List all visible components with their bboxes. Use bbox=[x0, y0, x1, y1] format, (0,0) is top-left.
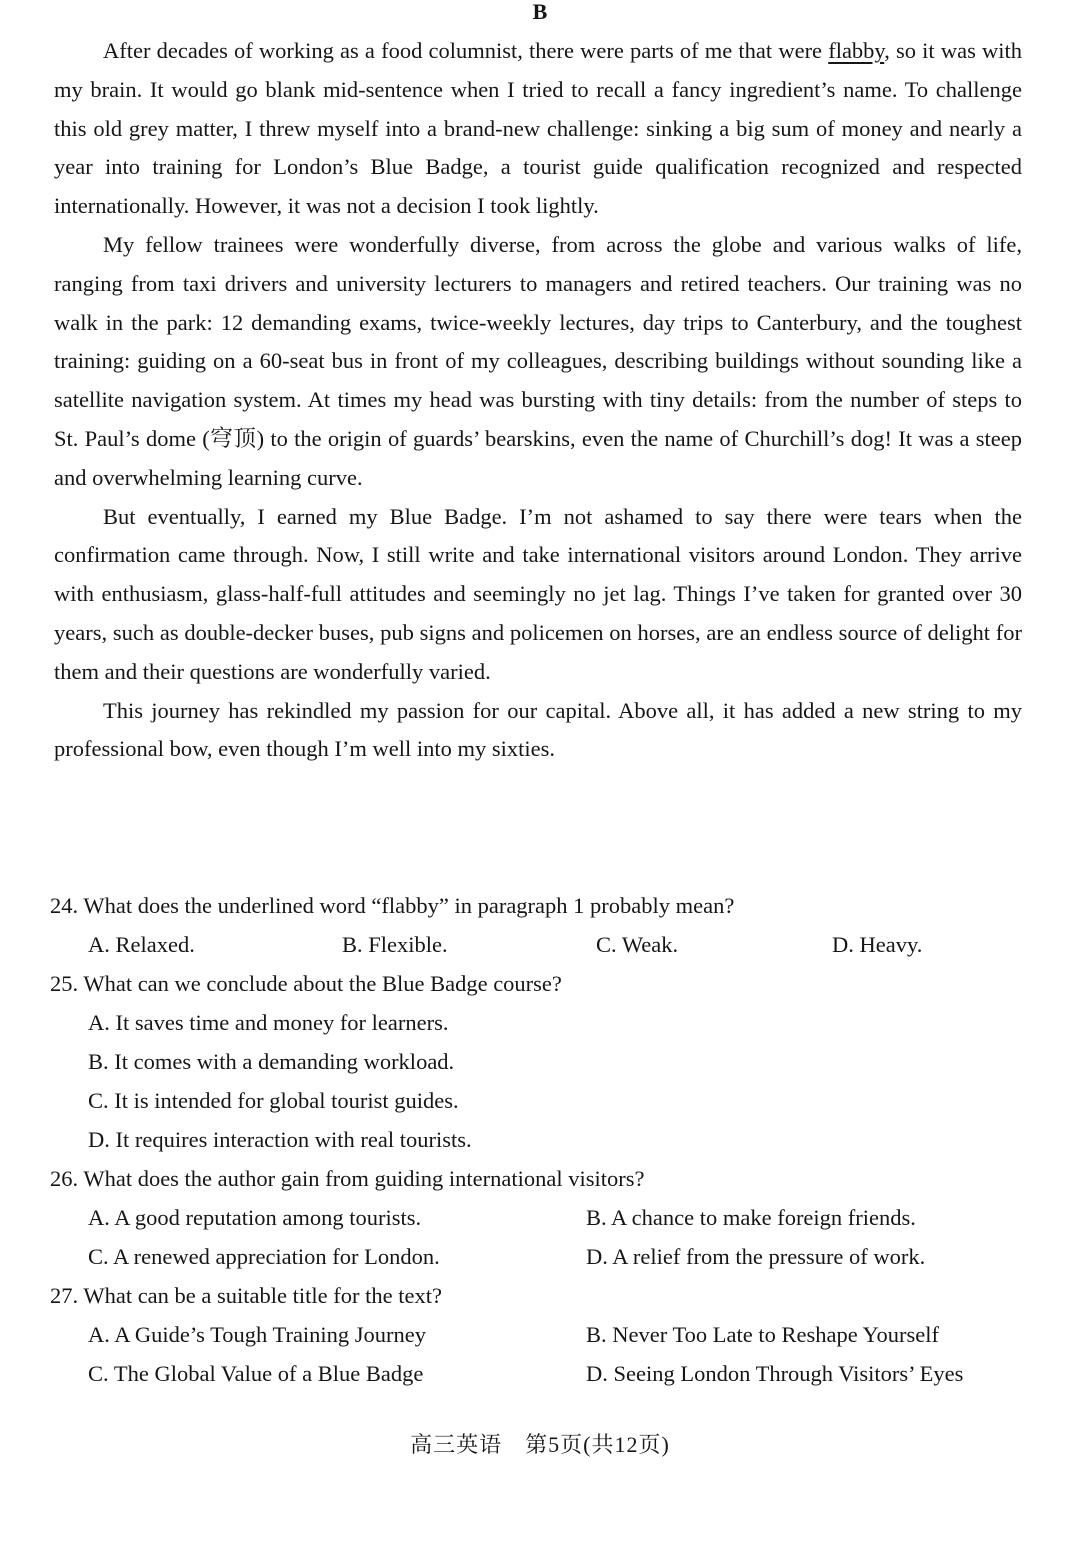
option-c: C. A renewed appreciation for London. bbox=[88, 1244, 440, 1269]
option-b: B. It comes with a demanding workload. bbox=[88, 1049, 455, 1074]
reading-passage bbox=[54, 32, 1022, 769]
option-a: A. It saves time and money for learners. bbox=[88, 1010, 449, 1035]
option-d: D. Heavy. bbox=[832, 932, 923, 957]
option-list bbox=[50, 1198, 1030, 1276]
section-heading: B bbox=[532, 0, 548, 24]
question-stem: 26. What does the author gain from guiding international visitors? bbox=[50, 1166, 645, 1191]
paragraph-3: But eventually, I earned my Blue Badge. I’m not ashamed to say there were tears when the confirmation came through. Now, I still write and take international visitors around London. They arrive with enthusiasm, glass-half-full attitudes and seemingly no jet lag. Things I’ve taken for granted over 30 years, such as double-decker buses, pub signs and policemen on horses, are an endless source of delight for them and their questions are wonderfully varied. bbox=[54, 503, 1022, 684]
underlined-word: flabby bbox=[828, 38, 885, 63]
option-c: C. The Global Value of a Blue Badge bbox=[88, 1361, 424, 1386]
option-b: B. A chance to make foreign friends. bbox=[586, 1205, 916, 1230]
paragraph-1-start: After decades of working as a food columnist, there were parts of me that were bbox=[103, 38, 829, 63]
option-a: A. A good reputation among tourists. bbox=[88, 1205, 422, 1230]
question-25 bbox=[50, 964, 1030, 1159]
question-stem: 25. What can we conclude about the Blue Badge course? bbox=[50, 971, 562, 996]
option-a: A. A Guide’s Tough Training Journey bbox=[88, 1322, 427, 1347]
option-c: C. Weak. bbox=[596, 932, 679, 957]
option-a: A. Relaxed. bbox=[88, 932, 195, 957]
question-stem: 27. What can be a suitable title for the text? bbox=[50, 1283, 442, 1308]
paragraph-4: This journey has rekindled my passion for our capital. Above all, it has added a new string to my professional bow, even though I’m well into my sixties. bbox=[54, 697, 1022, 762]
option-d: D. Seeing London Through Visitors’ Eyes bbox=[586, 1361, 964, 1386]
option-list bbox=[50, 1315, 1030, 1393]
paragraph-2: My fellow trainees were wonderfully diverse, from across the globe and various walks of life, ranging from taxi drivers and university lecturers to managers and retired teachers. Our training was no walk in the park: 12 demanding exams, twice-weekly lectures, day trips to Canterbury, and the toughest training: guiding on a 60-seat bus in front of my colleagues, describing buildings without sounding like a satellite navigation system. At times my head was bursting with tiny details: from the number of steps to St. Paul’s dome (穹顶) to the origin of guards’ bearskins, even the name of Churchill’s dog! It was a steep and overwhelming learning curve. bbox=[54, 231, 1022, 490]
option-d: D. A relief from the pressure of work. bbox=[586, 1244, 926, 1269]
option-list bbox=[50, 1003, 1030, 1159]
option-b: B. Flexible. bbox=[342, 932, 448, 957]
option-c: C. It is intended for global tourist guides. bbox=[88, 1088, 459, 1113]
question-list bbox=[50, 886, 1030, 1393]
paragraph-1-end: , so it was with my brain. It would go blank mid-sentence when I tried to recall a fancy ingredient’s name. To challenge this old grey matter, I threw myself into a brand-new challenge: sinking a big sum of money and nearly a year into training for London’s Blue Badge, a tourist guide qualification recognized and respected internationally. However, it was not a decision I took lightly. bbox=[54, 38, 1022, 219]
question-26 bbox=[50, 1159, 1030, 1276]
page-footer: 高三英语 第5页(共12页) bbox=[410, 1432, 670, 1457]
question-24 bbox=[50, 886, 1030, 964]
option-b: B. Never Too Late to Reshape Yourself bbox=[586, 1322, 939, 1347]
paragraph-1 bbox=[54, 32, 1022, 226]
question-27 bbox=[50, 1276, 1030, 1393]
option-list bbox=[50, 925, 1030, 964]
option-d: D. It requires interaction with real tourists. bbox=[88, 1127, 472, 1152]
question-stem: 24. What does the underlined word “flabby” in paragraph 1 probably mean? bbox=[50, 893, 735, 918]
